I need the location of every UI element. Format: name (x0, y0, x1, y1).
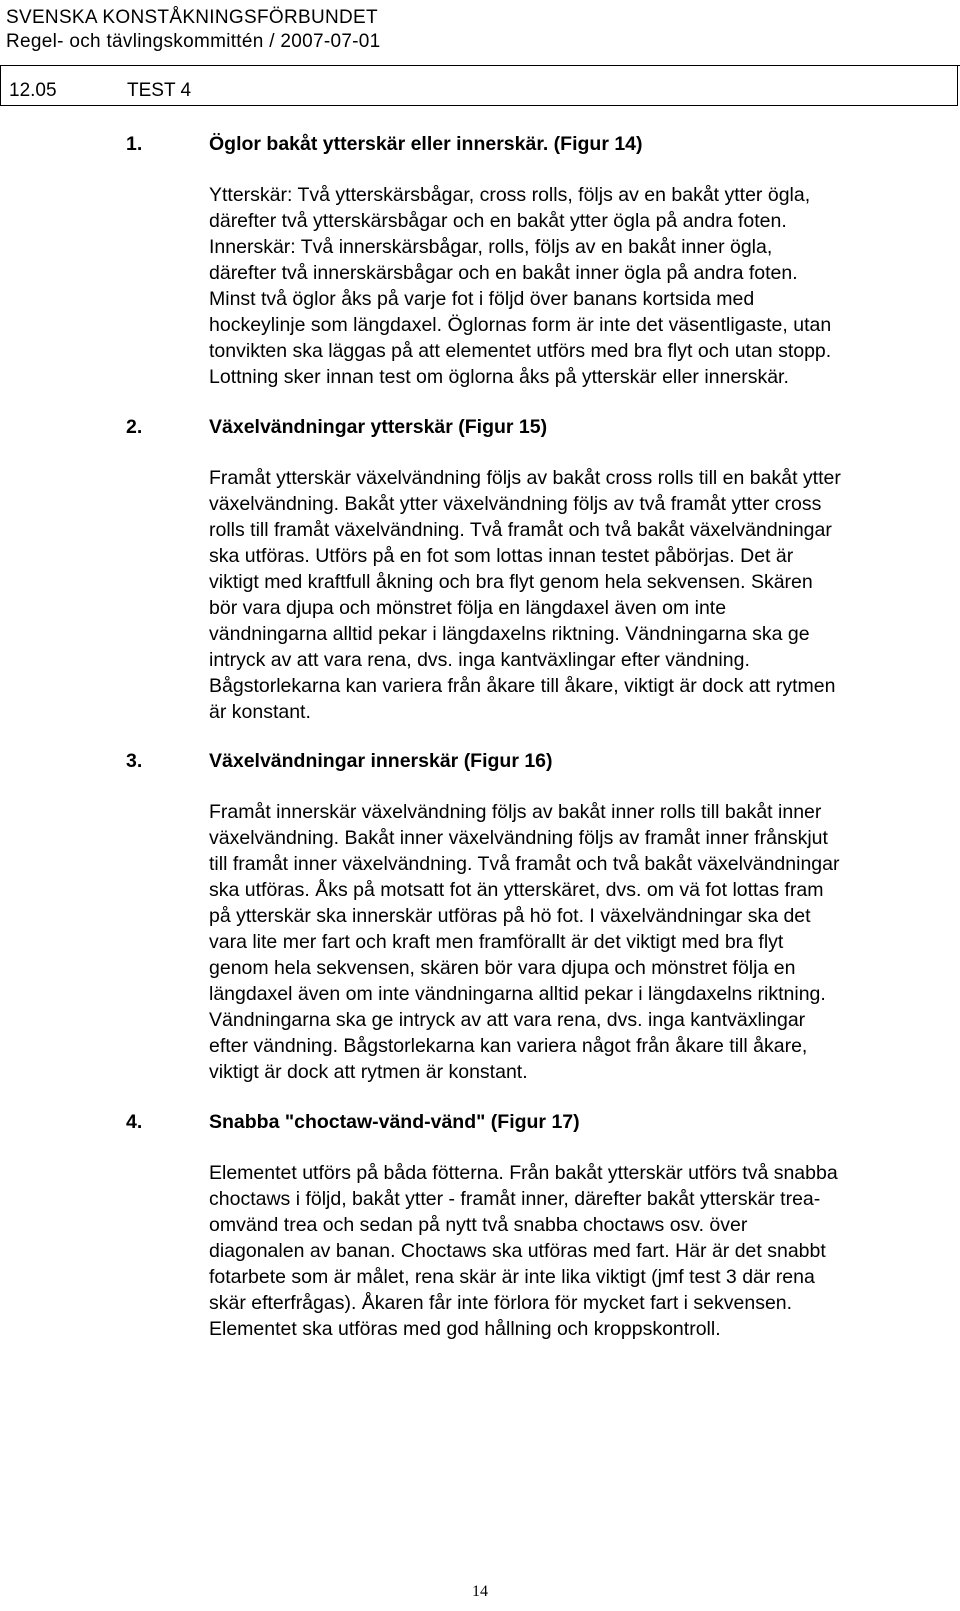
section-heading-box (0, 66, 958, 106)
body-line: diagonalen av banan. Choctaws ska utföras med fart. Här är det snabbt (209, 1240, 826, 1262)
body-line: Elementet ska utföras med god hållning och kroppskontroll. (209, 1318, 721, 1340)
body-line: är konstant. (209, 701, 311, 723)
body-line: Innerskär: Två innerskärsbågar, rolls, följs av en bakåt inner ögla, (209, 236, 773, 258)
item-title: Växelvändningar ytterskär (Figur 15) (209, 416, 548, 438)
item-body (209, 799, 949, 1085)
item-body (209, 465, 949, 725)
section-number: 12.05 (9, 80, 57, 101)
item-number: 1. (126, 133, 143, 155)
body-line: Framåt ytterskär växelvändning följs av bakåt cross rolls till en bakåt ytter (209, 467, 841, 489)
body-line: växelvändning. Bakåt inner växelvändning följs av framåt inner frånskjut (209, 827, 828, 849)
body-line: Vändningarna ska ge intryck av att vara rena, dvs. inga kantväxlingar (209, 1009, 806, 1031)
header-org: SVENSKA KONSTÅKNINGSFÖRBUNDET (6, 7, 378, 28)
body-line: längdaxel även om inte vändningarna alltid pekar i längdaxelns riktning. (209, 983, 826, 1005)
body-line: därefter två ytterskärsbågar och en bakåt ytter ögla på andra foten. (209, 210, 787, 232)
body-line: vara lite mer fart och kraft men framförallt är det viktigt med bra flyt (209, 931, 784, 953)
header-subtitle: Regel- och tävlingskommittén / 2007-07-01 (6, 31, 381, 52)
item-number: 3. (126, 750, 143, 772)
running-header (6, 6, 381, 54)
body-line: Framåt innerskär växelvändning följs av bakåt inner rolls till bakåt inner (209, 801, 822, 823)
body-line: omvänd trea och sedan på nytt två snabba choctaws osv. över (209, 1214, 748, 1236)
body-line: till framåt inner växelvändning. Två framåt och två bakåt växelvändningar (209, 853, 840, 875)
body-line: genom hela sekvensen, skären bör vara djupa och mönstret följa en (209, 957, 796, 979)
item-title: Snabba "choctaw-vänd-vänd" (Figur 17) (209, 1111, 580, 1133)
body-line: på ytterskär ska innerskär utföras på hö fot. I växelvändningar ska det (209, 905, 811, 927)
body-line: vändningarna alltid pekar i längdaxelns riktning. Vändningarna ska ge (209, 623, 810, 645)
item-body (209, 182, 949, 390)
item-number: 4. (126, 1111, 143, 1133)
body-line: skär efterfrågas). Åkaren får inte förlora för mycket fart i sekvensen. (209, 1292, 793, 1314)
body-line: Bågstorlekarna kan variera från åkare till åkare, viktigt är dock att rytmen (209, 675, 836, 697)
body-line: ska utföras. Utförs på en fot som lottas innan testet påbörjas. Det är (209, 545, 794, 567)
body-line: därefter två innerskärsbågar och en bakåt inner ögla på andra foten. (209, 262, 798, 284)
body-line: intryck av att vara rena, dvs. inga kantväxlingar efter vändning. (209, 649, 750, 671)
item-title: Öglor bakåt ytterskär eller innerskär. (Figur 14) (209, 133, 643, 155)
body-line: hockeylinje som längdaxel. Öglornas form är inte det väsentligaste, utan (209, 314, 832, 336)
body-line: viktigt är dock att rytmen är konstant. (209, 1061, 528, 1083)
item-body (209, 1160, 949, 1342)
body-line: efter vändning. Bågstorlekarna kan variera något från åkare till åkare, (209, 1035, 808, 1057)
item-title: Växelvändningar innerskär (Figur 16) (209, 750, 553, 772)
body-line: viktigt med kraftfull åkning och bra flyt genom hela sekvensen. Skären (209, 571, 813, 593)
body-line: Ytterskär: Två ytterskärsbågar, cross rolls, följs av en bakåt ytter ögla, (209, 184, 811, 206)
body-line: Minst två öglor åks på varje fot i följd över banans kortsida med (209, 288, 755, 310)
body-line: fotarbete som är målet, rena skär är inte lika viktigt (jmf test 3 där rena (209, 1266, 815, 1288)
body-line: Elementet utförs på båda fötterna. Från bakåt ytterskär utförs två snabba (209, 1162, 838, 1184)
section-name: TEST 4 (127, 80, 192, 101)
body-line: växelvändning. Bakåt ytter växelvändning följs av två framåt ytter cross (209, 493, 822, 515)
body-line: choctaws i följd, bakåt ytter - framåt inner, därefter bakåt ytterskär trea- (209, 1188, 821, 1210)
body-line: rolls till framåt växelvändning. Två framåt och två bakåt växelvändningar (209, 519, 832, 541)
body-line: bör vara djupa och mönstret följa en längdaxel även om inte (209, 597, 727, 619)
page-number: 14 (472, 1583, 488, 1600)
body-line: ska utföras. Åks på motsatt fot än ytterskäret, dvs. om vä fot lottas fram (209, 879, 824, 901)
item-number: 2. (126, 416, 143, 438)
body-line: tonvikten ska läggas på att elementet utförs med bra flyt och utan stopp. (209, 340, 832, 362)
body-line: Lottning sker innan test om öglorna åks på ytterskär eller innerskär. (209, 366, 789, 388)
